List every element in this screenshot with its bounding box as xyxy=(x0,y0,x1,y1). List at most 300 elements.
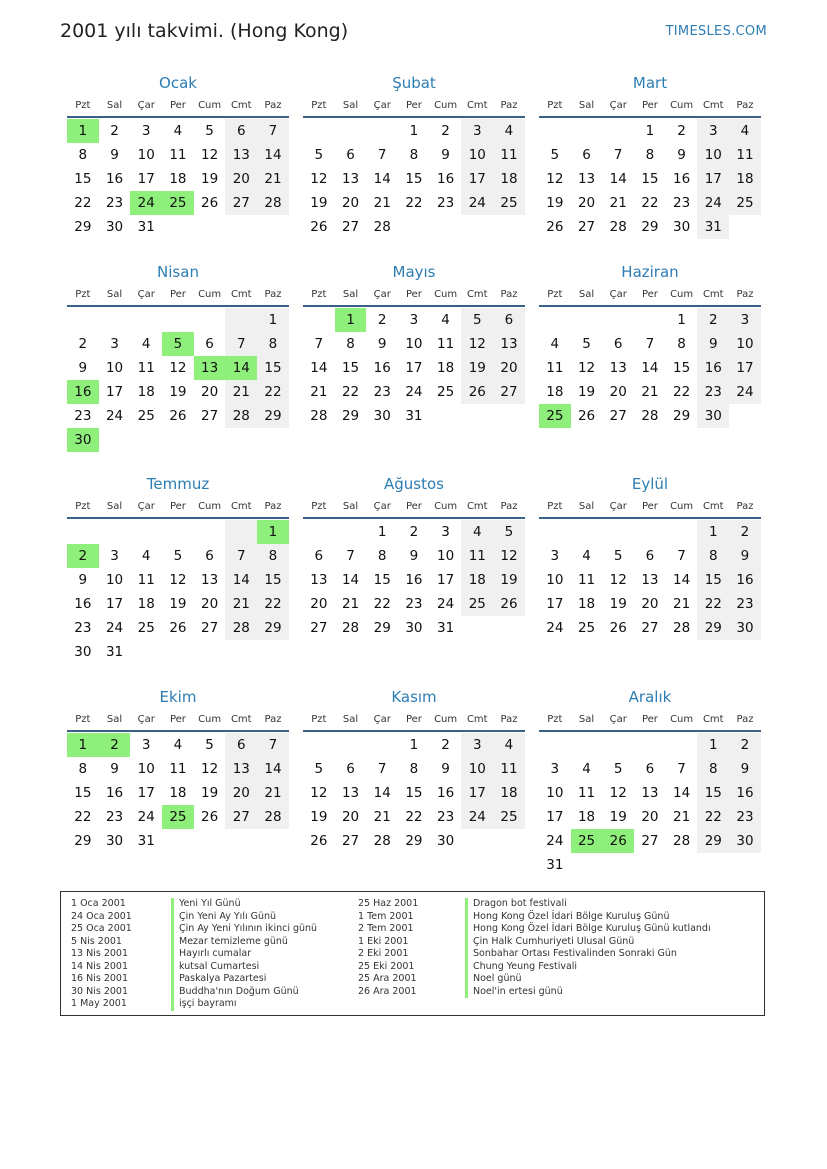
month-11 xyxy=(303,686,525,853)
weekday-label: Pzt xyxy=(547,500,563,512)
empty-cell xyxy=(539,308,571,332)
day-cell: 9 xyxy=(110,147,119,163)
weekday-header xyxy=(67,283,289,307)
legend-date: 1 Tem 2001 xyxy=(358,910,414,922)
day-cell: 10 xyxy=(105,572,124,588)
day-cell: 8 xyxy=(257,332,289,356)
day-cell: 10 xyxy=(697,143,729,167)
day-cell: 8 xyxy=(677,336,686,352)
weekday-label: Cum xyxy=(198,99,222,111)
empty-cell xyxy=(67,308,99,332)
day-cell: 8 xyxy=(409,147,419,163)
day-cell: 15 xyxy=(673,360,691,376)
day-cell: 26 xyxy=(493,592,525,616)
day-cell: 4 xyxy=(493,119,525,143)
holiday-day-cell: 24 xyxy=(130,191,162,215)
day-cell: 7 xyxy=(613,147,623,163)
day-cell: 6 xyxy=(225,733,257,757)
day-cell: 18 xyxy=(546,384,564,400)
day-cell: 8 xyxy=(409,761,419,777)
legend-date: 25 Ara 2001 xyxy=(358,973,417,984)
weekday-label: Cmt xyxy=(230,99,252,111)
weekday-header xyxy=(539,94,761,118)
day-cell: 3 xyxy=(550,548,560,564)
day-cell: 17 xyxy=(437,572,455,588)
day-cell: 31 xyxy=(405,408,423,424)
legend-date: 13 Nis 2001 xyxy=(71,948,128,959)
day-cell: 16 xyxy=(697,356,729,380)
weekday-label: Per xyxy=(641,99,658,111)
weekday-label: Paz xyxy=(264,99,282,111)
empty-cell xyxy=(303,733,335,757)
day-cell: 23 xyxy=(729,592,761,616)
month-5 xyxy=(303,261,525,428)
weekday-label: Pzt xyxy=(75,99,91,111)
day-cell: 22 xyxy=(257,592,289,616)
day-cell: 17 xyxy=(729,356,761,380)
weekday-label: Paz xyxy=(736,288,754,300)
day-cell: 21 xyxy=(373,195,391,211)
day-cell: 3 xyxy=(141,737,151,753)
day-cell: 14 xyxy=(225,568,257,592)
legend-holiday-name: Çin Yeni Ay Yılı Günü xyxy=(171,911,317,924)
day-cell: 13 xyxy=(493,332,525,356)
holiday-day-cell: 1 xyxy=(257,520,289,544)
day-cell: 11 xyxy=(461,544,493,568)
weekday-label: Cum xyxy=(198,500,222,512)
day-cell: 24 xyxy=(729,380,761,404)
day-cell: 22 xyxy=(74,195,92,211)
day-cell: 23 xyxy=(74,620,92,636)
month-name: Temmuz xyxy=(146,475,210,493)
day-cell: 4 xyxy=(550,336,560,352)
day-cell: 11 xyxy=(493,757,525,781)
weekday-label: Cum xyxy=(434,713,458,725)
day-cell: 23 xyxy=(105,195,124,211)
day-cell: 22 xyxy=(373,596,391,612)
weekday-label: Pzt xyxy=(547,288,563,300)
empty-cell xyxy=(130,308,162,332)
month-name: Mart xyxy=(632,74,668,92)
day-cell: 12 xyxy=(546,171,564,187)
day-cell: 15 xyxy=(257,568,289,592)
weekday-label: Per xyxy=(169,500,186,512)
weekday-label: Sal xyxy=(342,288,359,300)
empty-cell xyxy=(539,520,571,544)
day-cell: 28 xyxy=(225,616,257,640)
legend-dates-right xyxy=(358,898,418,998)
day-cell: 2 xyxy=(409,524,419,540)
day-cell: 20 xyxy=(310,596,328,612)
day-cell: 30 xyxy=(697,404,729,428)
month-name: Nisan xyxy=(157,263,199,281)
day-cell: 28 xyxy=(609,219,627,235)
day-cell: 29 xyxy=(373,620,391,636)
holiday-day-cell: 25 xyxy=(162,191,194,215)
day-grid xyxy=(67,520,289,664)
empty-cell xyxy=(634,308,666,332)
day-cell: 15 xyxy=(257,356,289,380)
day-cell: 19 xyxy=(201,785,219,801)
empty-cell xyxy=(335,520,367,544)
month-name: Ağustos xyxy=(384,475,444,493)
day-cell: 3 xyxy=(409,312,419,328)
month-name: Şubat xyxy=(392,74,436,92)
legend-holiday-name: kutsal Cumartesi xyxy=(171,961,317,974)
empty-cell xyxy=(162,520,194,544)
empty-cell xyxy=(162,308,194,332)
day-cell: 24 xyxy=(546,833,564,849)
legend-holiday-name: Sonbahar Ortası Festivalinden Sonraki Gün xyxy=(465,948,711,961)
weekday-label: Pzt xyxy=(547,713,563,725)
day-cell: 26 xyxy=(169,620,187,636)
weekday-label: Çar xyxy=(609,288,627,300)
weekday-label: Sal xyxy=(342,500,359,512)
month-10 xyxy=(67,686,289,853)
day-cell: 13 xyxy=(341,171,360,187)
weekday-label: Per xyxy=(641,500,658,512)
day-cell: 4 xyxy=(441,312,450,328)
empty-cell xyxy=(194,308,226,332)
empty-cell xyxy=(666,520,698,544)
day-cell: 9 xyxy=(377,336,387,352)
day-cell: 31 xyxy=(697,215,729,239)
day-cell: 26 xyxy=(461,380,493,404)
holiday-day-cell: 25 xyxy=(162,805,194,829)
weekday-label: Cum xyxy=(434,99,458,111)
day-cell: 19 xyxy=(169,596,187,612)
month-name: Kasım xyxy=(391,688,437,706)
day-cell: 5 xyxy=(582,336,591,352)
day-cell: 4 xyxy=(582,548,591,564)
legend-holiday-name: Dragon bot festivali xyxy=(465,898,711,911)
day-cell: 7 xyxy=(377,147,387,163)
day-cell: 13 xyxy=(225,757,257,781)
day-cell: 6 xyxy=(225,119,257,143)
day-cell: 2 xyxy=(78,336,88,352)
day-cell: 19 xyxy=(201,171,219,187)
day-cell: 17 xyxy=(546,809,564,825)
day-cell: 24 xyxy=(437,596,455,612)
weekday-label: Pzt xyxy=(311,99,327,111)
month-8 xyxy=(303,473,525,640)
day-cell: 12 xyxy=(461,332,493,356)
day-cell: 18 xyxy=(137,596,155,612)
day-cell: 20 xyxy=(641,596,659,612)
day-cell: 20 xyxy=(493,356,525,380)
legend-holiday-name: Çin Halk Cumhuriyeti Ulusal Günü xyxy=(465,936,711,949)
empty-cell xyxy=(303,308,335,332)
legend-date: 26 Ara 2001 xyxy=(358,985,417,997)
day-cell: 7 xyxy=(257,733,289,757)
holiday-day-cell: 5 xyxy=(162,332,194,356)
day-cell: 10 xyxy=(437,548,455,564)
weekday-label: Per xyxy=(169,288,186,300)
day-cell: 16 xyxy=(673,171,691,187)
day-grid xyxy=(539,520,761,640)
day-cell: 6 xyxy=(493,308,525,332)
day-cell: 26 xyxy=(546,219,564,235)
day-cell: 10 xyxy=(137,147,155,163)
day-cell: 24 xyxy=(405,384,423,400)
day-cell: 18 xyxy=(493,781,525,805)
day-cell: 8 xyxy=(645,147,655,163)
weekday-label: Çar xyxy=(609,713,627,725)
day-cell: 4 xyxy=(141,336,151,352)
day-cell: 5 xyxy=(550,147,560,163)
day-cell: 14 xyxy=(373,171,391,187)
weekday-label: Sal xyxy=(106,99,123,111)
day-cell: 31 xyxy=(546,857,564,873)
weekday-label: Pzt xyxy=(311,713,327,725)
day-cell: 20 xyxy=(341,195,360,211)
weekday-label: Cum xyxy=(198,288,222,300)
day-cell: 22 xyxy=(257,380,289,404)
weekday-label: Cum xyxy=(670,288,694,300)
weekday-label: Cum xyxy=(198,713,222,725)
legend-date: 16 Nis 2001 xyxy=(71,973,128,984)
day-cell: 18 xyxy=(169,785,187,801)
empty-cell xyxy=(571,733,603,757)
day-cell: 23 xyxy=(105,809,124,825)
empty-cell xyxy=(539,119,571,143)
day-cell: 10 xyxy=(729,332,761,356)
empty-cell xyxy=(303,520,335,544)
day-cell: 9 xyxy=(78,360,88,376)
day-cell: 22 xyxy=(673,384,691,400)
day-cell: 23 xyxy=(673,195,691,211)
weekday-label: Pzt xyxy=(547,99,563,111)
legend-date: 1 May 2001 xyxy=(71,998,127,1009)
day-cell: 9 xyxy=(729,757,761,781)
empty-cell xyxy=(194,520,226,544)
day-cell: 23 xyxy=(405,596,423,612)
day-cell: 2 xyxy=(729,733,761,757)
day-cell: 8 xyxy=(697,544,729,568)
weekday-label: Sal xyxy=(578,713,595,725)
weekday-label: Çar xyxy=(609,99,627,111)
day-cell: 27 xyxy=(609,408,627,424)
day-cell: 26 xyxy=(169,408,187,424)
day-grid xyxy=(303,733,525,853)
day-cell: 21 xyxy=(373,809,391,825)
month-12 xyxy=(539,686,761,877)
month-name: Mayıs xyxy=(392,263,436,281)
weekday-label: Paz xyxy=(500,713,518,725)
day-grid xyxy=(67,308,289,452)
weekday-label: Cum xyxy=(434,500,458,512)
day-cell: 28 xyxy=(673,833,691,849)
day-cell: 16 xyxy=(74,596,92,612)
day-cell: 2 xyxy=(377,312,387,328)
weekday-label: Cmt xyxy=(466,713,488,725)
month-9 xyxy=(539,473,761,640)
weekday-label: Çar xyxy=(373,713,391,725)
legend-date: 1 Eki 2001 xyxy=(358,935,409,947)
legend-holiday-name: Noel'in ertesi günü xyxy=(465,986,711,999)
day-cell: 8 xyxy=(78,147,88,163)
weekday-label: Sal xyxy=(578,500,595,512)
weekday-label: Sal xyxy=(578,99,595,111)
day-cell: 14 xyxy=(641,360,659,376)
day-cell: 4 xyxy=(729,119,761,143)
day-cell: 14 xyxy=(257,757,289,781)
weekday-label: Cmt xyxy=(702,713,724,725)
day-cell: 9 xyxy=(110,761,119,777)
day-cell: 20 xyxy=(341,809,360,825)
day-cell: 1 xyxy=(697,733,729,757)
weekday-label: Paz xyxy=(736,500,754,512)
weekday-header xyxy=(539,708,761,732)
day-cell: 8 xyxy=(257,544,289,568)
day-cell: 23 xyxy=(437,809,455,825)
day-cell: 19 xyxy=(169,384,187,400)
day-cell: 20 xyxy=(577,195,596,211)
legend-holiday-name: işçi bayramı xyxy=(171,998,317,1011)
day-cell: 19 xyxy=(310,195,328,211)
day-cell: 1 xyxy=(409,737,419,753)
day-cell: 5 xyxy=(613,761,623,777)
day-cell: 6 xyxy=(205,548,214,564)
day-cell: 19 xyxy=(609,596,627,612)
day-cell: 12 xyxy=(577,360,596,376)
day-cell: 16 xyxy=(437,785,455,801)
weekday-label: Per xyxy=(169,99,186,111)
day-cell: 11 xyxy=(137,572,155,588)
empty-cell xyxy=(130,520,162,544)
day-cell: 21 xyxy=(310,384,328,400)
legend-holiday-name: Mezar temizleme günü xyxy=(171,936,317,949)
day-cell: 22 xyxy=(405,809,423,825)
day-cell: 15 xyxy=(74,785,92,801)
day-cell: 3 xyxy=(461,733,493,757)
day-cell: 9 xyxy=(441,761,450,777)
day-cell: 13 xyxy=(201,572,219,588)
weekday-label: Çar xyxy=(373,288,391,300)
day-cell: 2 xyxy=(677,123,686,139)
holiday-day-cell: 25 xyxy=(571,829,603,853)
day-cell: 5 xyxy=(314,761,324,777)
day-cell: 18 xyxy=(461,568,493,592)
day-cell: 7 xyxy=(225,544,257,568)
weekday-label: Cmt xyxy=(230,288,252,300)
weekday-label: Paz xyxy=(736,99,754,111)
day-cell: 11 xyxy=(577,785,596,801)
holiday-day-cell: 16 xyxy=(67,380,99,404)
day-cell: 12 xyxy=(310,785,328,801)
day-cell: 7 xyxy=(257,119,289,143)
weekday-label: Cum xyxy=(434,288,458,300)
day-cell: 30 xyxy=(729,829,761,853)
legend-date: 14 Nis 2001 xyxy=(71,960,128,972)
empty-cell xyxy=(225,308,257,332)
day-cell: 17 xyxy=(461,167,493,191)
day-cell: 8 xyxy=(346,336,355,352)
day-cell: 2 xyxy=(729,520,761,544)
weekday-label: Cmt xyxy=(702,288,724,300)
day-cell: 7 xyxy=(346,548,355,564)
day-cell: 24 xyxy=(105,620,124,636)
empty-cell xyxy=(634,733,666,757)
empty-cell xyxy=(602,119,634,143)
weekday-label: Cmt xyxy=(230,713,252,725)
day-grid xyxy=(539,308,761,428)
day-cell: 11 xyxy=(493,143,525,167)
weekday-label: Cmt xyxy=(466,500,488,512)
day-cell: 27 xyxy=(310,620,328,636)
day-cell: 6 xyxy=(613,336,623,352)
empty-cell xyxy=(571,520,603,544)
legend-date: 30 Nis 2001 xyxy=(71,985,128,997)
day-cell: 13 xyxy=(577,171,596,187)
day-cell: 10 xyxy=(461,757,493,781)
day-cell: 16 xyxy=(437,171,455,187)
day-cell: 28 xyxy=(641,408,659,424)
day-cell: 20 xyxy=(201,596,219,612)
day-cell: 31 xyxy=(437,620,455,636)
day-cell: 28 xyxy=(310,408,328,424)
day-cell: 8 xyxy=(697,757,729,781)
day-cell: 17 xyxy=(546,596,564,612)
day-cell: 26 xyxy=(577,408,596,424)
holiday-day-cell: 2 xyxy=(67,544,99,568)
day-cell: 9 xyxy=(729,544,761,568)
empty-cell xyxy=(225,520,257,544)
day-cell: 6 xyxy=(645,761,655,777)
weekday-label: Cum xyxy=(670,713,694,725)
weekday-label: Per xyxy=(405,288,422,300)
weekday-label: Paz xyxy=(736,713,754,725)
holiday-day-cell: 2 xyxy=(99,733,131,757)
day-cell: 11 xyxy=(729,143,761,167)
day-cell: 7 xyxy=(677,548,686,564)
empty-cell xyxy=(366,733,398,757)
day-cell: 15 xyxy=(697,568,729,592)
month-2 xyxy=(303,72,525,239)
day-cell: 19 xyxy=(577,384,596,400)
day-cell: 27 xyxy=(341,833,360,849)
weekday-label: Çar xyxy=(609,500,627,512)
day-cell: 29 xyxy=(341,408,360,424)
day-cell: 9 xyxy=(697,332,729,356)
day-grid xyxy=(303,308,525,428)
day-cell: 26 xyxy=(201,809,219,825)
day-cell: 7 xyxy=(377,761,387,777)
legend-holiday-name: Hong Kong Özel İdari Bölge Kuruluş Günü xyxy=(465,911,711,924)
weekday-label: Sal xyxy=(578,288,595,300)
brand-link[interactable]: TIMESLES.COM xyxy=(665,24,767,39)
day-cell: 10 xyxy=(137,761,155,777)
weekday-label: Per xyxy=(405,713,422,725)
day-cell: 12 xyxy=(493,544,525,568)
day-cell: 3 xyxy=(441,524,450,540)
day-cell: 7 xyxy=(225,332,257,356)
legend-holiday-name: Chung Yeung Festivali xyxy=(465,961,711,974)
day-cell: 21 xyxy=(225,592,257,616)
weekday-label: Pzt xyxy=(75,500,91,512)
day-cell: 25 xyxy=(437,384,455,400)
weekday-header xyxy=(67,708,289,732)
day-cell: 11 xyxy=(137,360,155,376)
month-name: Haziran xyxy=(621,263,679,281)
day-cell: 13 xyxy=(341,785,360,801)
legend-dates-left xyxy=(71,898,132,1011)
weekday-label: Cum xyxy=(670,500,694,512)
day-cell: 22 xyxy=(74,809,92,825)
day-cell: 14 xyxy=(673,785,691,801)
day-cell: 18 xyxy=(169,171,187,187)
legend-date: 25 Oca 2001 xyxy=(71,923,132,934)
